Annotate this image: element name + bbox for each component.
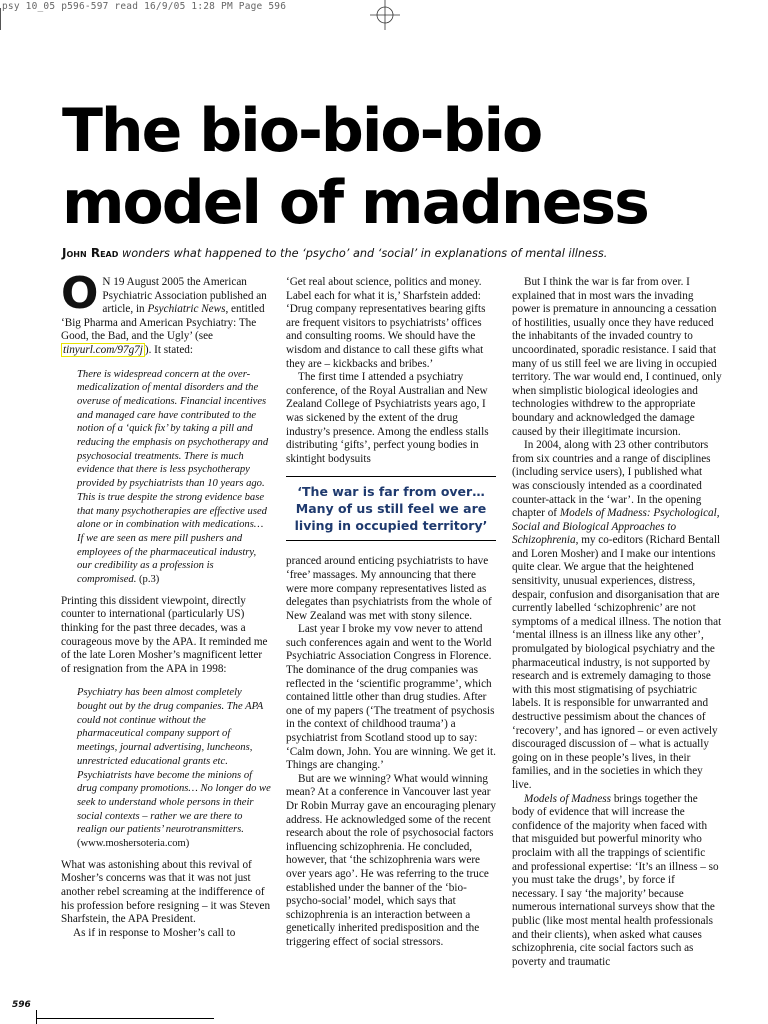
text-run: ). It stated: (144, 343, 194, 356)
standfirst-text: wonders what happened to the ‘psycho’ and ‘social’ in explanations of mental illness. (118, 247, 608, 260)
book-title: Models of Madness: Psychological, Social and Biological Approaches to Schizophrenia (512, 507, 720, 547)
article-title (62, 95, 648, 239)
quote-text: There is widespread concern at the over-medicalization of mental disorders and the overuse of medications. Financial incentives and managed care have contributed to the notion of a ‘quick fix’ by taking a pill and reducing the emphasis on psychotherapy and psychosocial treatments. There is much evidence that there is less psychotherapy provided by psychiatrists than 10 years ago. This is true despite the strong evidence base that many psychotherapies are effective used alone or in combination with medications… If we are seen as mere pill pushers and employees of the pharmaceutical industry, our credibility as a profession is compromised. (77, 368, 269, 586)
title-line-1: The bio-bio-bio (62, 96, 542, 166)
paragraph: What was astonishing about this revival of Mosher’s concerns was that it was not just another rebel screaming at the indifference of his profession before resigning – it was Steven Sharfstein, the APA President. (61, 858, 271, 926)
print-slug: psy 10_05 p596-597 read 16/9/05 1:28 PM Page 596 (2, 1, 287, 12)
paragraph (61, 268, 272, 358)
text-run: brings together the body of evidence that will increase the confidence of the majority when faced with that misguided but powerful minority who proclaim with all the trappings of scientific and professional expertise: ‘It’s an illness – so you must take the drugs’, by force if necessary. I say ‘the majority’ because numerous international surveys show that the public (like most mental health professionals and their clients), when asked what causes schizophrenia, cite social factors such as poverty and traumatic (512, 792, 719, 968)
paragraph (512, 439, 722, 792)
paragraph (512, 793, 722, 970)
text-run: In 2004, along with 23 other contributors from six countries and a range of disciplines (including service users), I published what was consciously intended as a coordinated counter-attack in the ‘war’. In the opening chapter of (512, 439, 711, 520)
paragraph: ‘Get real about science, politics and money. Label each for what it is,’ Sharfstein added: ‘Drug company representatives bearing gifts are frequent visitors to psychiatrists’ offices and consulting rooms. We should have the wisdom and distance to call these gifts what they are – kickbacks and bribes.’ (286, 276, 486, 370)
paragraph: But I think the war is far from over. I explained that in most wars the invading power is premature in announcing a cessation of hostilities, usually once they have reduced the inhabitants of the invaded country to uncoordinated, sporadic resistance. I said that many of us still feel we are living in occupied territory. The war would end, I continued, only when simplistic biological ideologies and technologies withdrew to the appropriate boundary and acknowledged the damage caused by their illegitimate incursion. (512, 276, 722, 438)
column-3 (512, 276, 722, 969)
paragraph: But are we winning? What would winning mean? At a conference in Vancouver last year Dr Robin Murray gave an encouraging plenary address. He acknowledged some of the recent research about the role of psychosocial factors influencing schizophrenia. He concluded, however, that ‘the schizophrenia wars were over years ago’. He was referring to the truce established under the banner of the ‘bio-psycho-social’ model, which says that schizophrenia is an interaction between a genetically inherited predisposition and the triggering effect of social stressors. (286, 772, 497, 948)
text-run: , entitled ‘Big Pharma and American Psychiatry: The Good, the Bad, and the Ugly’ (see (61, 303, 265, 343)
quote-reference: (p.3) (136, 574, 160, 586)
block-quote-apa (77, 368, 272, 587)
paragraph: pranced around enticing psychiatrists to have ‘free’ massages. My announcing that there were more company representatives listed as delegates than psychiatrists from the whole of New Zealand was met with stony silence. (286, 555, 492, 622)
title-line-2: model of madness (62, 168, 648, 238)
block-quote-mosher (77, 686, 272, 850)
pull-quote: ‘The war is far from over… Many of us still feel we are living in occupied territory’ (286, 476, 496, 541)
author-name: John Read (62, 246, 119, 260)
standfirst (62, 246, 607, 260)
paragraph: Printing this dissident viewpoint, directly counter to international (particularly US) thinking for the past three decades, was a courageous move by the APA. It reminded me of the late Loren Mosher’s magnificent letter of resignation from the APA in 1998: (61, 594, 268, 675)
text-run: , my co-editors (Richard Bentall and Loren Mosher) and I make our intentions quite clear. We argue that the heightened sensitivity, unusual experiences, distress, despair, confusion and disorganisation that are currently labelled ‘schizophrenic’ are not symptoms of a medical illness. The notion that ‘mental illness is an illness like any other’, promulgated by biological psychiatry and the pharmaceutical industry, is not supported by research and is extremely damaging to those with this most stigmatising of psychiatric labels. It is responsible for unwarranted and destructive pessimism about the chances of ‘recovery’, and has ignored – or even actively discouraged discussion of – what is actually going on in these people’s lives, in their families, and in the societies in which they live. (512, 534, 722, 791)
crop-mark-left (0, 8, 1, 30)
quote-text: Psychiatry has been almost completely bought out by the drug companies. The APA could not continue without the pharmaceutical company support of meetings, journal advertising, luncheons, unrestricted educational grants etc. Psychiatrists have become the minions of drug company promotions… No longer do we seek to understand whole persons in their social contexts – rather we are there to realign our patients’ neurotransmitters. (77, 687, 271, 836)
text-run: N 19 August 2005 the American Psychiatric Association published an article, in (102, 276, 267, 316)
quote-reference: (www.moshersoteria.com) (77, 838, 190, 850)
column-1 (61, 268, 272, 940)
drop-cap: O (61, 268, 99, 319)
publication-name: Psychiatric News (147, 303, 226, 316)
column-2 (286, 276, 496, 950)
folio-rule-tick (36, 1010, 37, 1024)
paragraph: The first time I attended a psychiatry conference, of the Royal Australian and New Zealand College of Psychiatrists years ago, I was sickened by the extent of the drug industry’s presence. Among the endless stalls distributing ‘gifts’, perfect young bodies in skintight bodysuits (286, 371, 489, 465)
tinyurl-link[interactable]: tinyurl.com/97g7j (63, 343, 143, 356)
book-title: Models of Madness (524, 792, 612, 805)
paragraph: As if in response to Mosher’s call to (73, 926, 236, 939)
folio-rule (36, 1018, 214, 1019)
paragraph: Last year I broke my vow never to attend such conferences again and went to the World Psychiatric Association Congress in Florence. The dominance of the drug companies was reflected in the ‘scientific programme’, which contained little other than drug studies. After one of my papers (‘The treatment of psychosis in the context of childhood trauma’) a psychiatrist from Scotland stood up to say: ‘Calm down, John. You are winning. We get it. Things are changing.’ (286, 623, 496, 772)
page-number: 596 (12, 1000, 31, 1010)
registration-mark-icon (370, 0, 400, 30)
